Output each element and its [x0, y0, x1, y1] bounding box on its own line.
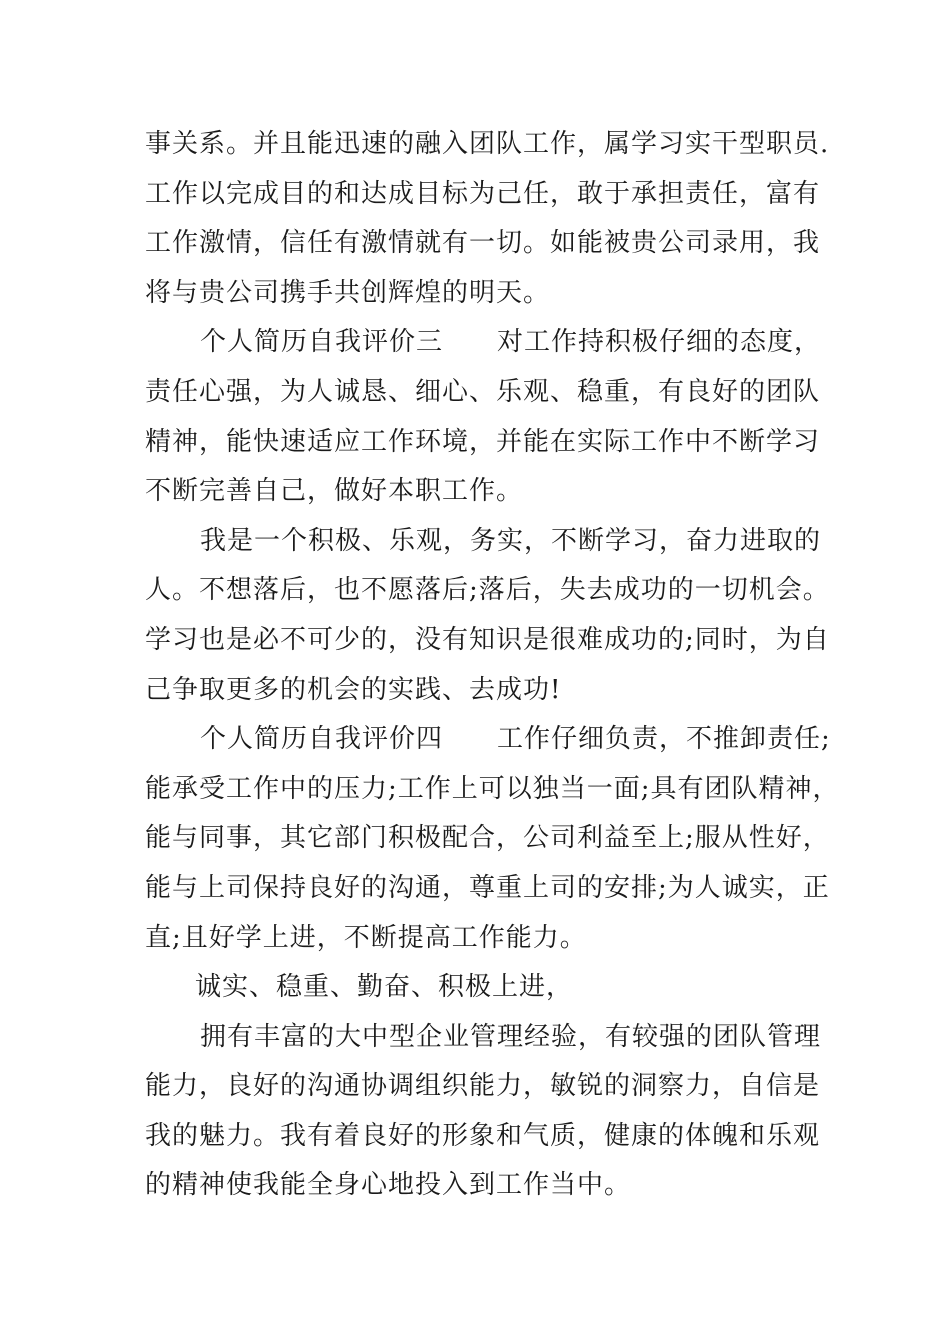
text-line: 人。不想落后，也不愿落后;落后，失去成功的一切机会。 — [145, 575, 830, 606]
text-line: 精神，能快速适应工作环境，并能在实际工作中不断学习 — [145, 426, 821, 457]
paragraph-start-line: 拥有丰富的大中型企业管理经验，有较强的团队管理 — [200, 1021, 822, 1052]
paragraph-start-line: 我是一个积极、乐观，务实，不断学习，奋力进取的 — [200, 525, 822, 556]
text-line: 将与贵公司携手共创辉煌的明天。 — [145, 277, 551, 308]
text-line: 工作以完成目的和达成目标为己任，敢于承担责任，富有 — [145, 178, 821, 209]
text-line: 不断完善自己，做好本职工作。 — [145, 476, 524, 507]
paragraph-start-line: 诚实、稳重、勤奋、积极上进， — [195, 972, 574, 1003]
text-line: 能与上司保持良好的沟通，尊重上司的安排;为人诚实，正 — [145, 872, 830, 903]
text-line: 我的魅力。我有着良好的形象和气质，健康的体魄和乐观 — [145, 1120, 821, 1151]
document-body — [145, 120, 840, 1211]
text-line: 能承受工作中的压力;工作上可以独当一面;具有团队精神， — [145, 773, 840, 804]
text-line: 己争取更多的机会的实践、去成功! — [145, 674, 562, 705]
section-heading-line: 个人简历自我评价四 工作仔细负责，不推卸责任; — [200, 724, 831, 755]
text-line: 学习也是必不可少的，没有知识是很难成功的;同时，为自 — [145, 624, 830, 655]
text-line: 工作激情，信任有激情就有一切。如能被贵公司录用，我 — [145, 228, 821, 259]
section-heading-line: 个人简历自我评价三 对工作持积极仔细的态度， — [200, 327, 822, 358]
text-line: 责任心强，为人诚恳、细心、乐观、稳重，有良好的团队 — [145, 376, 821, 407]
text-line: 直;且好学上进，不断提高工作能力。 — [145, 922, 587, 953]
text-line: 能与同事，其它部门积极配合，公司利益至上;服从性好， — [145, 823, 830, 854]
text-line: 能力，良好的沟通协调组织能力，敏锐的洞察力，自信是 — [145, 1071, 821, 1102]
text-line: 事关系。并且能迅速的融入团队工作，属学习实干型职员. — [145, 129, 830, 159]
text-line: 的精神使我能全身心地投入到工作当中。 — [145, 1170, 632, 1201]
